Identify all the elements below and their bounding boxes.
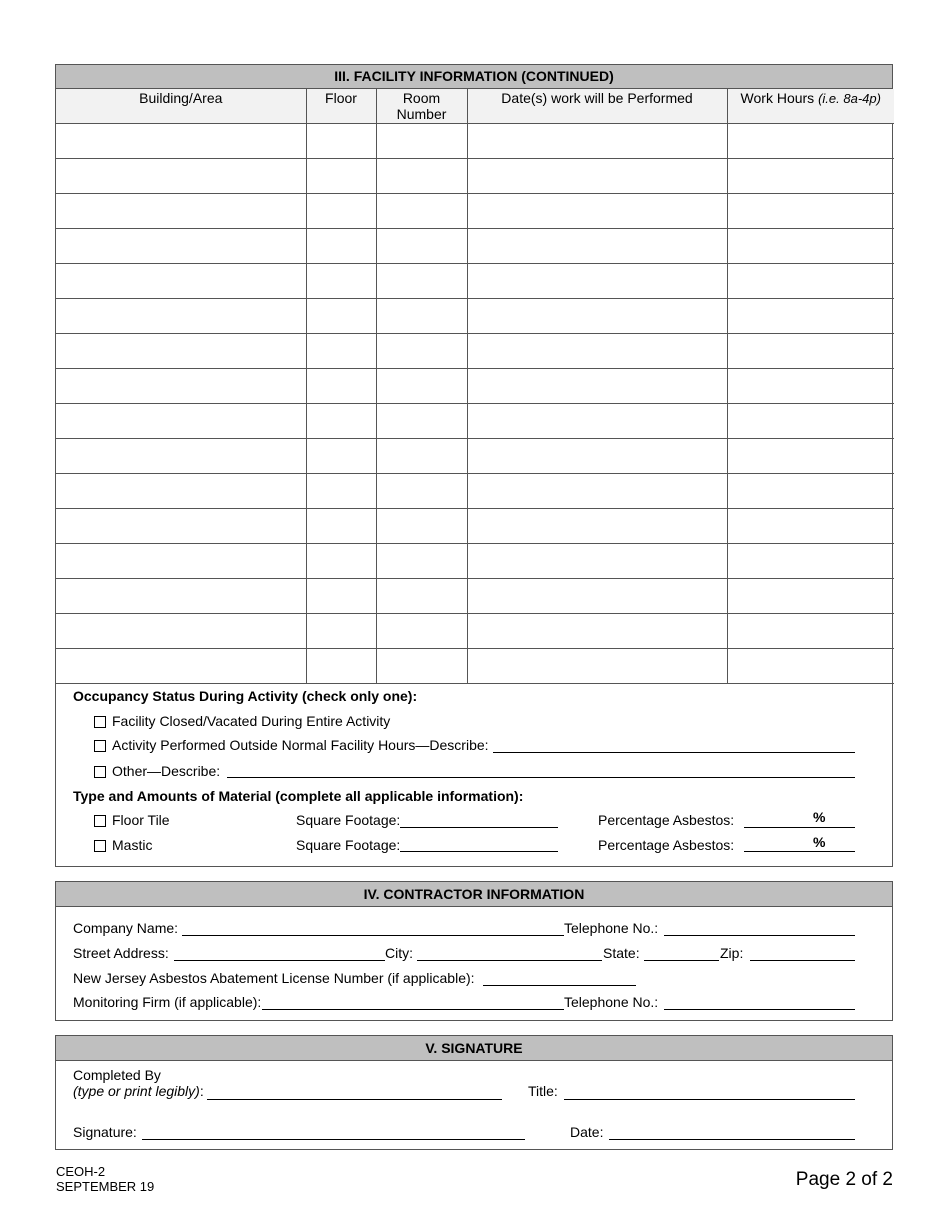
dates-cell[interactable] xyxy=(467,438,727,473)
hours-cell[interactable] xyxy=(727,193,894,228)
dates-cell[interactable] xyxy=(467,158,727,193)
col-floor: Floor xyxy=(306,89,376,123)
completed-by-hint-row: (type or print legibly): xyxy=(73,1083,204,1099)
hours-cell[interactable] xyxy=(727,368,894,403)
table-row xyxy=(56,193,894,228)
completed-by-label: Completed By xyxy=(73,1067,161,1083)
floor-cell[interactable] xyxy=(306,648,376,683)
section-4-title: IV. CONTRACTOR INFORMATION xyxy=(363,886,585,902)
state-label: State: xyxy=(603,945,640,961)
hours-cell[interactable] xyxy=(727,438,894,473)
col-work-hours-label: Work Hours xyxy=(740,90,815,106)
street-address-field[interactable] xyxy=(174,960,385,961)
form-date: SEPTEMBER 19 xyxy=(56,1179,155,1194)
occupancy-option-outside-hours-label: Activity Performed Outside Normal Facility Hours—Describe: xyxy=(112,737,489,753)
table-row xyxy=(56,298,894,333)
building-cell[interactable] xyxy=(56,193,306,228)
building-cell[interactable] xyxy=(56,228,306,263)
checkbox-mastic[interactable] xyxy=(94,840,106,852)
building-cell[interactable] xyxy=(56,123,306,158)
room-cell[interactable] xyxy=(376,543,467,578)
completed-by-hint: (type or print legibly) xyxy=(73,1083,200,1099)
hours-cell[interactable] xyxy=(727,158,894,193)
building-cell[interactable] xyxy=(56,403,306,438)
signature-label: Signature: xyxy=(73,1124,137,1140)
mastic-sqft-field[interactable] xyxy=(400,851,558,852)
date-field[interactable] xyxy=(609,1139,855,1140)
hours-cell[interactable] xyxy=(727,403,894,438)
monitoring-firm-label: Monitoring Firm (if applicable): xyxy=(73,994,262,1010)
date-label: Date: xyxy=(570,1124,604,1140)
dates-cell[interactable] xyxy=(467,298,727,333)
floor-tile-pct-label: Percentage Asbestos: xyxy=(598,812,735,828)
zip-field[interactable] xyxy=(750,960,855,961)
table-row xyxy=(56,403,894,438)
room-cell[interactable] xyxy=(376,578,467,613)
hours-cell[interactable] xyxy=(727,123,894,158)
floor-cell[interactable] xyxy=(306,403,376,438)
building-cell[interactable] xyxy=(56,543,306,578)
contractor-information-section xyxy=(55,881,893,1021)
section-3-header xyxy=(56,65,892,89)
section-5-title: V. SIGNATURE xyxy=(425,1040,523,1056)
room-cell[interactable] xyxy=(376,228,467,263)
table-row xyxy=(56,613,894,648)
occupancy-option-other[interactable] xyxy=(94,763,220,779)
floor-cell[interactable] xyxy=(306,158,376,193)
room-cell[interactable] xyxy=(376,473,467,508)
dates-cell[interactable] xyxy=(467,578,727,613)
mastic-pct-field[interactable] xyxy=(744,851,855,852)
occupancy-option-other-label: Other—Describe: xyxy=(112,763,221,779)
building-cell[interactable] xyxy=(56,438,306,473)
room-cell[interactable] xyxy=(376,123,467,158)
license-number-label: New Jersey Asbestos Abatement License Number (if applicable): xyxy=(73,970,475,986)
col-dates: Date(s) work will be Performed xyxy=(467,89,727,123)
facility-information-section xyxy=(55,64,893,867)
hours-cell[interactable] xyxy=(727,263,894,298)
building-cell[interactable] xyxy=(56,473,306,508)
dates-cell[interactable] xyxy=(467,543,727,578)
building-cell[interactable] xyxy=(56,298,306,333)
occupancy-heading: Occupancy Status During Activity (check only one): xyxy=(73,688,418,704)
col-room-number xyxy=(376,89,467,123)
col-work-hours-hint: (i.e. 8a-4p) xyxy=(818,91,881,106)
telephone-2-label: Telephone No.: xyxy=(564,994,659,1010)
dates-cell[interactable] xyxy=(467,228,727,263)
hours-cell[interactable] xyxy=(727,333,894,368)
city-field[interactable] xyxy=(417,960,602,961)
dates-cell[interactable] xyxy=(467,508,727,543)
floor-cell[interactable] xyxy=(306,473,376,508)
section-5-header xyxy=(56,1036,892,1061)
occupancy-option-outside-hours[interactable] xyxy=(94,737,489,753)
floor-tile-sqft-field[interactable] xyxy=(400,827,558,828)
col-building-area: Building/Area xyxy=(56,89,306,123)
table-row xyxy=(56,543,894,578)
table-row xyxy=(56,578,894,613)
dates-cell[interactable] xyxy=(467,368,727,403)
company-name-label: Company Name: xyxy=(73,920,179,936)
license-number-field[interactable] xyxy=(483,985,636,986)
mastic-pct-label: Percentage Asbestos: xyxy=(598,837,735,853)
dates-cell[interactable] xyxy=(467,193,727,228)
hours-cell[interactable] xyxy=(727,473,894,508)
checkbox-other[interactable] xyxy=(94,766,106,778)
zip-label: Zip: xyxy=(720,945,744,961)
checkbox-outside-hours[interactable] xyxy=(94,740,106,752)
table-row xyxy=(56,263,894,298)
room-cell[interactable] xyxy=(376,333,467,368)
room-cell[interactable] xyxy=(376,298,467,333)
building-cell[interactable] xyxy=(56,158,306,193)
col-room-number-label: Room Number xyxy=(396,90,447,122)
table-row xyxy=(56,228,894,263)
telephone-label: Telephone No.: xyxy=(564,920,659,936)
floor-cell[interactable] xyxy=(306,123,376,158)
dates-cell[interactable] xyxy=(467,403,727,438)
building-cell[interactable] xyxy=(56,508,306,543)
signature-section xyxy=(55,1035,893,1150)
material-mastic[interactable] xyxy=(94,837,152,853)
room-cell[interactable] xyxy=(376,508,467,543)
hours-cell[interactable] xyxy=(727,578,894,613)
table-row xyxy=(56,333,894,368)
mastic-pct-sign: % xyxy=(813,834,826,850)
floor-tile-pct-field[interactable] xyxy=(744,827,855,828)
table-row xyxy=(56,508,894,543)
checkbox-closed[interactable] xyxy=(94,716,106,728)
table-row xyxy=(56,158,894,193)
title-label: Title: xyxy=(528,1083,558,1099)
mastic-sqft-label: Square Footage: xyxy=(296,837,401,853)
table-row xyxy=(56,648,894,683)
col-work-hours xyxy=(727,89,894,123)
floor-cell[interactable] xyxy=(306,368,376,403)
street-address-label: Street Address: xyxy=(73,945,169,961)
floor-cell[interactable] xyxy=(306,193,376,228)
room-cell[interactable] xyxy=(376,158,467,193)
hours-cell[interactable] xyxy=(727,543,894,578)
title-field[interactable] xyxy=(564,1099,855,1100)
section-4-header xyxy=(56,882,892,907)
outside-hours-describe-field[interactable] xyxy=(493,752,855,753)
telephone-field[interactable] xyxy=(664,935,855,936)
occupancy-option-closed-label: Facility Closed/Vacated During Entire Activity xyxy=(112,713,391,729)
monitoring-firm-field[interactable] xyxy=(262,1009,564,1010)
material-heading: Type and Amounts of Material (complete all applicable information): xyxy=(73,788,524,804)
floor-cell[interactable] xyxy=(306,438,376,473)
table-row xyxy=(56,123,894,158)
dates-cell[interactable] xyxy=(467,333,727,368)
signature-field[interactable] xyxy=(142,1139,525,1140)
hours-cell[interactable] xyxy=(727,228,894,263)
company-name-field[interactable] xyxy=(182,935,564,936)
room-cell[interactable] xyxy=(376,648,467,683)
building-cell[interactable] xyxy=(56,263,306,298)
room-cell[interactable] xyxy=(376,403,467,438)
dates-cell[interactable] xyxy=(467,648,727,683)
hours-cell[interactable] xyxy=(727,298,894,333)
floor-cell[interactable] xyxy=(306,613,376,648)
other-describe-field[interactable] xyxy=(227,777,855,778)
room-cell[interactable] xyxy=(376,368,467,403)
material-floor-tile[interactable] xyxy=(94,812,170,828)
hours-cell[interactable] xyxy=(727,648,894,683)
room-cell[interactable] xyxy=(376,263,467,298)
floor-cell[interactable] xyxy=(306,298,376,333)
hours-cell[interactable] xyxy=(727,508,894,543)
building-cell[interactable] xyxy=(56,613,306,648)
floor-tile-pct-sign: % xyxy=(813,809,826,825)
floor-cell[interactable] xyxy=(306,228,376,263)
checkbox-floor-tile[interactable] xyxy=(94,815,106,827)
floor-cell[interactable] xyxy=(306,508,376,543)
section-3-title: III. FACILITY INFORMATION (CONTINUED) xyxy=(334,68,614,84)
table-row xyxy=(56,438,894,473)
floor-cell[interactable] xyxy=(306,543,376,578)
dates-cell[interactable] xyxy=(467,613,727,648)
table-row xyxy=(56,473,894,508)
completed-by-field[interactable] xyxy=(207,1099,502,1100)
floor-cell[interactable] xyxy=(306,333,376,368)
state-field[interactable] xyxy=(644,960,719,961)
room-cell[interactable] xyxy=(376,613,467,648)
occupancy-option-closed[interactable] xyxy=(94,713,390,729)
room-cell[interactable] xyxy=(376,438,467,473)
table-row xyxy=(56,368,894,403)
floor-cell[interactable] xyxy=(306,578,376,613)
dates-cell[interactable] xyxy=(467,473,727,508)
building-cell[interactable] xyxy=(56,578,306,613)
telephone-2-field[interactable] xyxy=(664,1009,855,1010)
dates-cell[interactable] xyxy=(467,263,727,298)
building-cell[interactable] xyxy=(56,368,306,403)
facility-table xyxy=(56,89,894,684)
room-cell[interactable] xyxy=(376,193,467,228)
hours-cell[interactable] xyxy=(727,613,894,648)
material-floor-tile-label: Floor Tile xyxy=(112,812,170,828)
page-number: Page 2 of 2 xyxy=(795,1169,893,1190)
floor-tile-sqft-label: Square Footage: xyxy=(296,812,401,828)
floor-cell[interactable] xyxy=(306,263,376,298)
material-mastic-label: Mastic xyxy=(112,837,153,853)
city-label: City: xyxy=(385,945,413,961)
building-cell[interactable] xyxy=(56,333,306,368)
table-header-row xyxy=(56,89,894,123)
dates-cell[interactable] xyxy=(467,123,727,158)
building-cell[interactable] xyxy=(56,648,306,683)
form-id: CEOH-2 xyxy=(56,1164,106,1179)
